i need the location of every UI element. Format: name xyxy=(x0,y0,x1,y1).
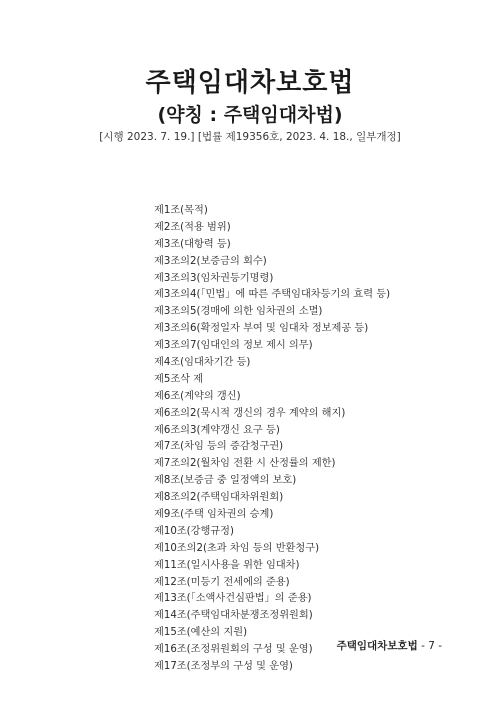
toc-item: 제3조의5(경매에 의한 임차권의 소멸) xyxy=(154,306,323,318)
toc-item: 제3조의4(「민법」에 따른 주택임대차등기의 효력 등) xyxy=(154,289,391,301)
toc-item: 제1조(목적) xyxy=(154,205,208,216)
toc-item: 제6조의3(계약갱신 요구 등) xyxy=(154,424,280,436)
toc-item: 제3조의2(보증금의 회수) xyxy=(154,255,267,267)
toc-item: 제17조(조정부의 구성 및 운영) xyxy=(154,661,293,673)
toc-item: 제5조삭 제 xyxy=(154,373,204,385)
toc-item: 제10조(강행규정) xyxy=(154,525,234,537)
toc-item: 제3조의6(확정일자 부여 및 임대차 정보제공 등) xyxy=(154,323,369,335)
toc-item: 제9조(주택 임차권의 승계) xyxy=(154,509,274,521)
page-subtitle: (약칭 : 주택임대차법) xyxy=(157,104,343,126)
page-footer xyxy=(337,638,442,653)
toc-item: 제11조(일시사용을 위한 임대차) xyxy=(154,559,300,571)
toc-item: 제10조의2(초과 차임 등의 반환청구) xyxy=(154,542,320,554)
toc-item: 제8조의2(주택임대차위원회) xyxy=(154,492,284,504)
enforcement-info: [시행 2023. 7. 19.] [법률 제19356호, 2023. 4. 18., 일부개정] xyxy=(99,131,401,143)
page-title: 주택임대차보호법 xyxy=(145,68,355,98)
toc-item: 제3조(대항력 등) xyxy=(154,238,231,250)
page-number: - 7 - xyxy=(421,640,442,652)
toc-item: 제3조의3(임차권등기명령) xyxy=(154,272,274,284)
toc-item: 제3조의7(임대인의 정보 제시 의무) xyxy=(154,340,313,352)
table-of-contents xyxy=(154,203,390,676)
toc-item: 제14조(주택임대차분쟁조정위원회) xyxy=(154,610,313,622)
toc-item: 제8조(보증금 중 일정액의 보호) xyxy=(154,475,297,487)
footer-doc-name: 주택임대차보호법 xyxy=(336,640,418,652)
toc-item: 제16조(조정위원회의 구성 및 운영) xyxy=(154,644,313,656)
toc-item: 제7조의2(월차임 전환 시 산정률의 제한) xyxy=(154,458,336,470)
toc-item: 제13조(「소액사건심판법」의 준용) xyxy=(154,593,312,605)
toc-item: 제6조의2(묵시적 갱신의 경우 계약의 해지) xyxy=(154,407,346,419)
toc-item: 제6조(계약의 갱신) xyxy=(154,390,241,402)
toc-item: 제7조(차임 등의 증감청구권) xyxy=(154,441,284,453)
toc-item: 제2조(적용 범위) xyxy=(154,221,231,233)
toc-item: 제4조(임대차기간 등) xyxy=(154,357,251,369)
toc-item: 제12조(미등기 전세에의 준용) xyxy=(154,576,290,588)
toc-item: 제15조(예산의 지원) xyxy=(154,627,248,639)
